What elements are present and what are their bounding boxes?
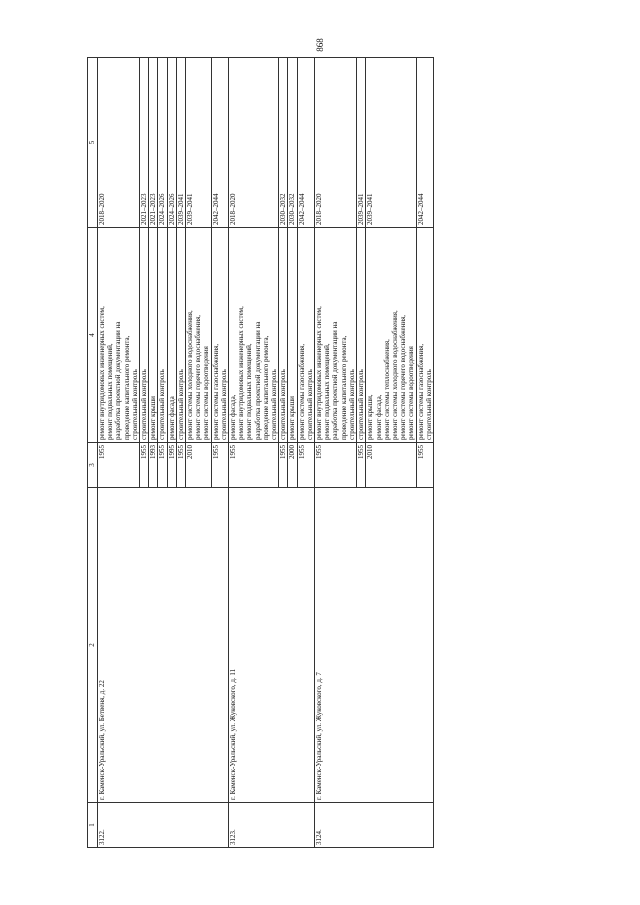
year-cell: 1955 (176, 443, 185, 488)
work-type-cell (186, 228, 212, 443)
building-address: г. Каменск-Уральский, ул. Бетвеня, д. 22 (98, 488, 229, 803)
period-cell: 2030–2032 (279, 58, 288, 228)
period-cell: 2021–2023 (140, 58, 149, 228)
period-cell: 2039–2041 (186, 58, 212, 228)
work-type-line: строительный контроль (357, 369, 366, 440)
period-cell: 2039–2041 (176, 58, 185, 228)
work-type-cell (357, 228, 366, 443)
work-type-line: ремонт фасада (167, 396, 176, 440)
building-address: г. Каменск-Уральский, ул. Жуковского, д. 11 (229, 488, 315, 803)
work-type-line: ремонт системы холодного водоснабжения, (186, 310, 195, 440)
work-type-line: строительный контроль (176, 369, 185, 440)
work-type-line: разработка проектной документации на (114, 321, 123, 440)
year-cell: 1955 (416, 443, 433, 488)
work-type-line: строительный контроль (279, 369, 288, 440)
header-col-3: 3 (88, 443, 98, 488)
work-type-line: разработка проектной документации на (253, 321, 262, 440)
row-number: 3122. (98, 803, 229, 848)
header-col-1: 1 (88, 803, 98, 848)
year-cell: 1955 (158, 443, 167, 488)
work-type-line: ремонт системы газоснабжения, (297, 343, 306, 440)
period-cell: 2018–2020 (98, 58, 140, 228)
work-type-line: ремонт подвальных помещений, (323, 343, 332, 440)
work-type-line: строительный контроль (347, 369, 356, 440)
period-cell: 2042–2044 (416, 58, 433, 228)
work-type-cell (229, 228, 279, 443)
work-type-cell (366, 228, 416, 443)
year-cell: 1955 (297, 443, 314, 488)
year-cell: 1955 (315, 443, 357, 488)
work-type-line: ремонт крыши (288, 396, 297, 440)
building-address: г. Каменск-Уральский, ул. Жуковского, д. 7 (315, 488, 434, 803)
year-cell: 1995 (167, 443, 176, 488)
header-col-4: 4 (88, 228, 98, 443)
table-row (315, 58, 357, 848)
repair-schedule-table (87, 57, 434, 848)
period-cell: 2018–2020 (229, 58, 279, 228)
period-cell: 2042–2044 (211, 58, 228, 228)
work-type-line: строительный контроль (158, 369, 167, 440)
period-cell: 2039–2041 (357, 58, 366, 228)
work-type-line: проведение капитального ремонта, (339, 335, 348, 440)
work-type-cell (140, 228, 149, 443)
work-type-line: проведение капитального ремонта, (261, 335, 270, 440)
work-type-cell (416, 228, 433, 443)
work-type-line: строительный контроль (140, 369, 149, 440)
work-type-line: строительный контроль (219, 369, 228, 440)
work-type-line: ремонт системы газоснабжения, (211, 343, 220, 440)
work-type-line: проведение капитального ремонта, (122, 335, 131, 440)
row-number: 3123. (229, 803, 315, 848)
table-header-row (88, 58, 98, 848)
work-type-line: ремонт подвальных помещений, (245, 343, 254, 440)
work-type-line: разработка проектной документации на (331, 321, 340, 440)
work-type-line: ремонт фасада, (374, 394, 383, 440)
work-type-cell (167, 228, 176, 443)
work-type-cell (297, 228, 314, 443)
period-cell: 2024–2026 (158, 58, 167, 228)
work-type-cell (211, 228, 228, 443)
work-type-line: ремонт системы водоотведения (407, 346, 416, 440)
year-cell: 1955 (229, 443, 279, 488)
work-type-line: ремонт системы водоотведения (202, 346, 211, 440)
work-type-cell (149, 228, 158, 443)
year-cell: 1955 (279, 443, 288, 488)
period-cell: 2018–2020 (315, 58, 357, 228)
work-type-line: строительный контроль (424, 369, 433, 440)
page-number: 868 (315, 38, 325, 52)
year-cell: 1993 (149, 443, 158, 488)
work-type-cell (98, 228, 140, 443)
year-cell: 2000 (288, 443, 297, 488)
year-cell: 1955 (211, 443, 228, 488)
work-type-line: ремонт внутридомовых инженерных систем, (315, 306, 324, 440)
row-number: 3124. (315, 803, 434, 848)
work-type-line: ремонт внутридомовых инженерных систем, (237, 306, 246, 440)
work-type-cell (176, 228, 185, 443)
work-type-line: ремонт подвальных помещений, (106, 343, 115, 440)
period-cell: 2042–2044 (297, 58, 314, 228)
table-row (229, 58, 279, 848)
period-cell: 2039–2041 (366, 58, 416, 228)
rotated-table-container (87, 83, 580, 848)
work-type-cell (315, 228, 357, 443)
year-cell: 2010 (366, 443, 416, 488)
period-cell: 2024–2026 (167, 58, 176, 228)
work-type-line: ремонт крыши, (366, 394, 375, 440)
work-type-cell (288, 228, 297, 443)
work-type-cell (279, 228, 288, 443)
header-col-2: 2 (88, 488, 98, 803)
work-type-line: ремонт системы газоснабжения, (416, 343, 425, 440)
year-cell: 1955 (98, 443, 140, 488)
work-type-cell (158, 228, 167, 443)
year-cell: 1955 (140, 443, 149, 488)
table-row (98, 58, 140, 848)
work-type-line: ремонт системы горячего водоснабжения, (194, 314, 203, 440)
work-type-line: ремонт крыши (149, 396, 158, 440)
work-type-line: ремонт фасада, (229, 394, 238, 440)
period-cell: 2030–2032 (288, 58, 297, 228)
work-type-line: строительный контроль (130, 369, 139, 440)
period-cell: 2021–2023 (149, 58, 158, 228)
work-type-line: ремонт системы теплоснабжения, (382, 339, 391, 440)
header-col-5: 5 (88, 58, 98, 228)
work-type-line: ремонт системы горячего водоснабжения, (399, 314, 408, 440)
work-type-line: ремонт системы холодного водоснабжения, (390, 310, 399, 440)
work-type-line: строительный контроль (270, 369, 279, 440)
year-cell: 1955 (357, 443, 366, 488)
work-type-line: строительный контроль (305, 369, 314, 440)
year-cell: 2010 (186, 443, 212, 488)
work-type-line: ремонт внутридомовых инженерных систем, (98, 306, 106, 440)
